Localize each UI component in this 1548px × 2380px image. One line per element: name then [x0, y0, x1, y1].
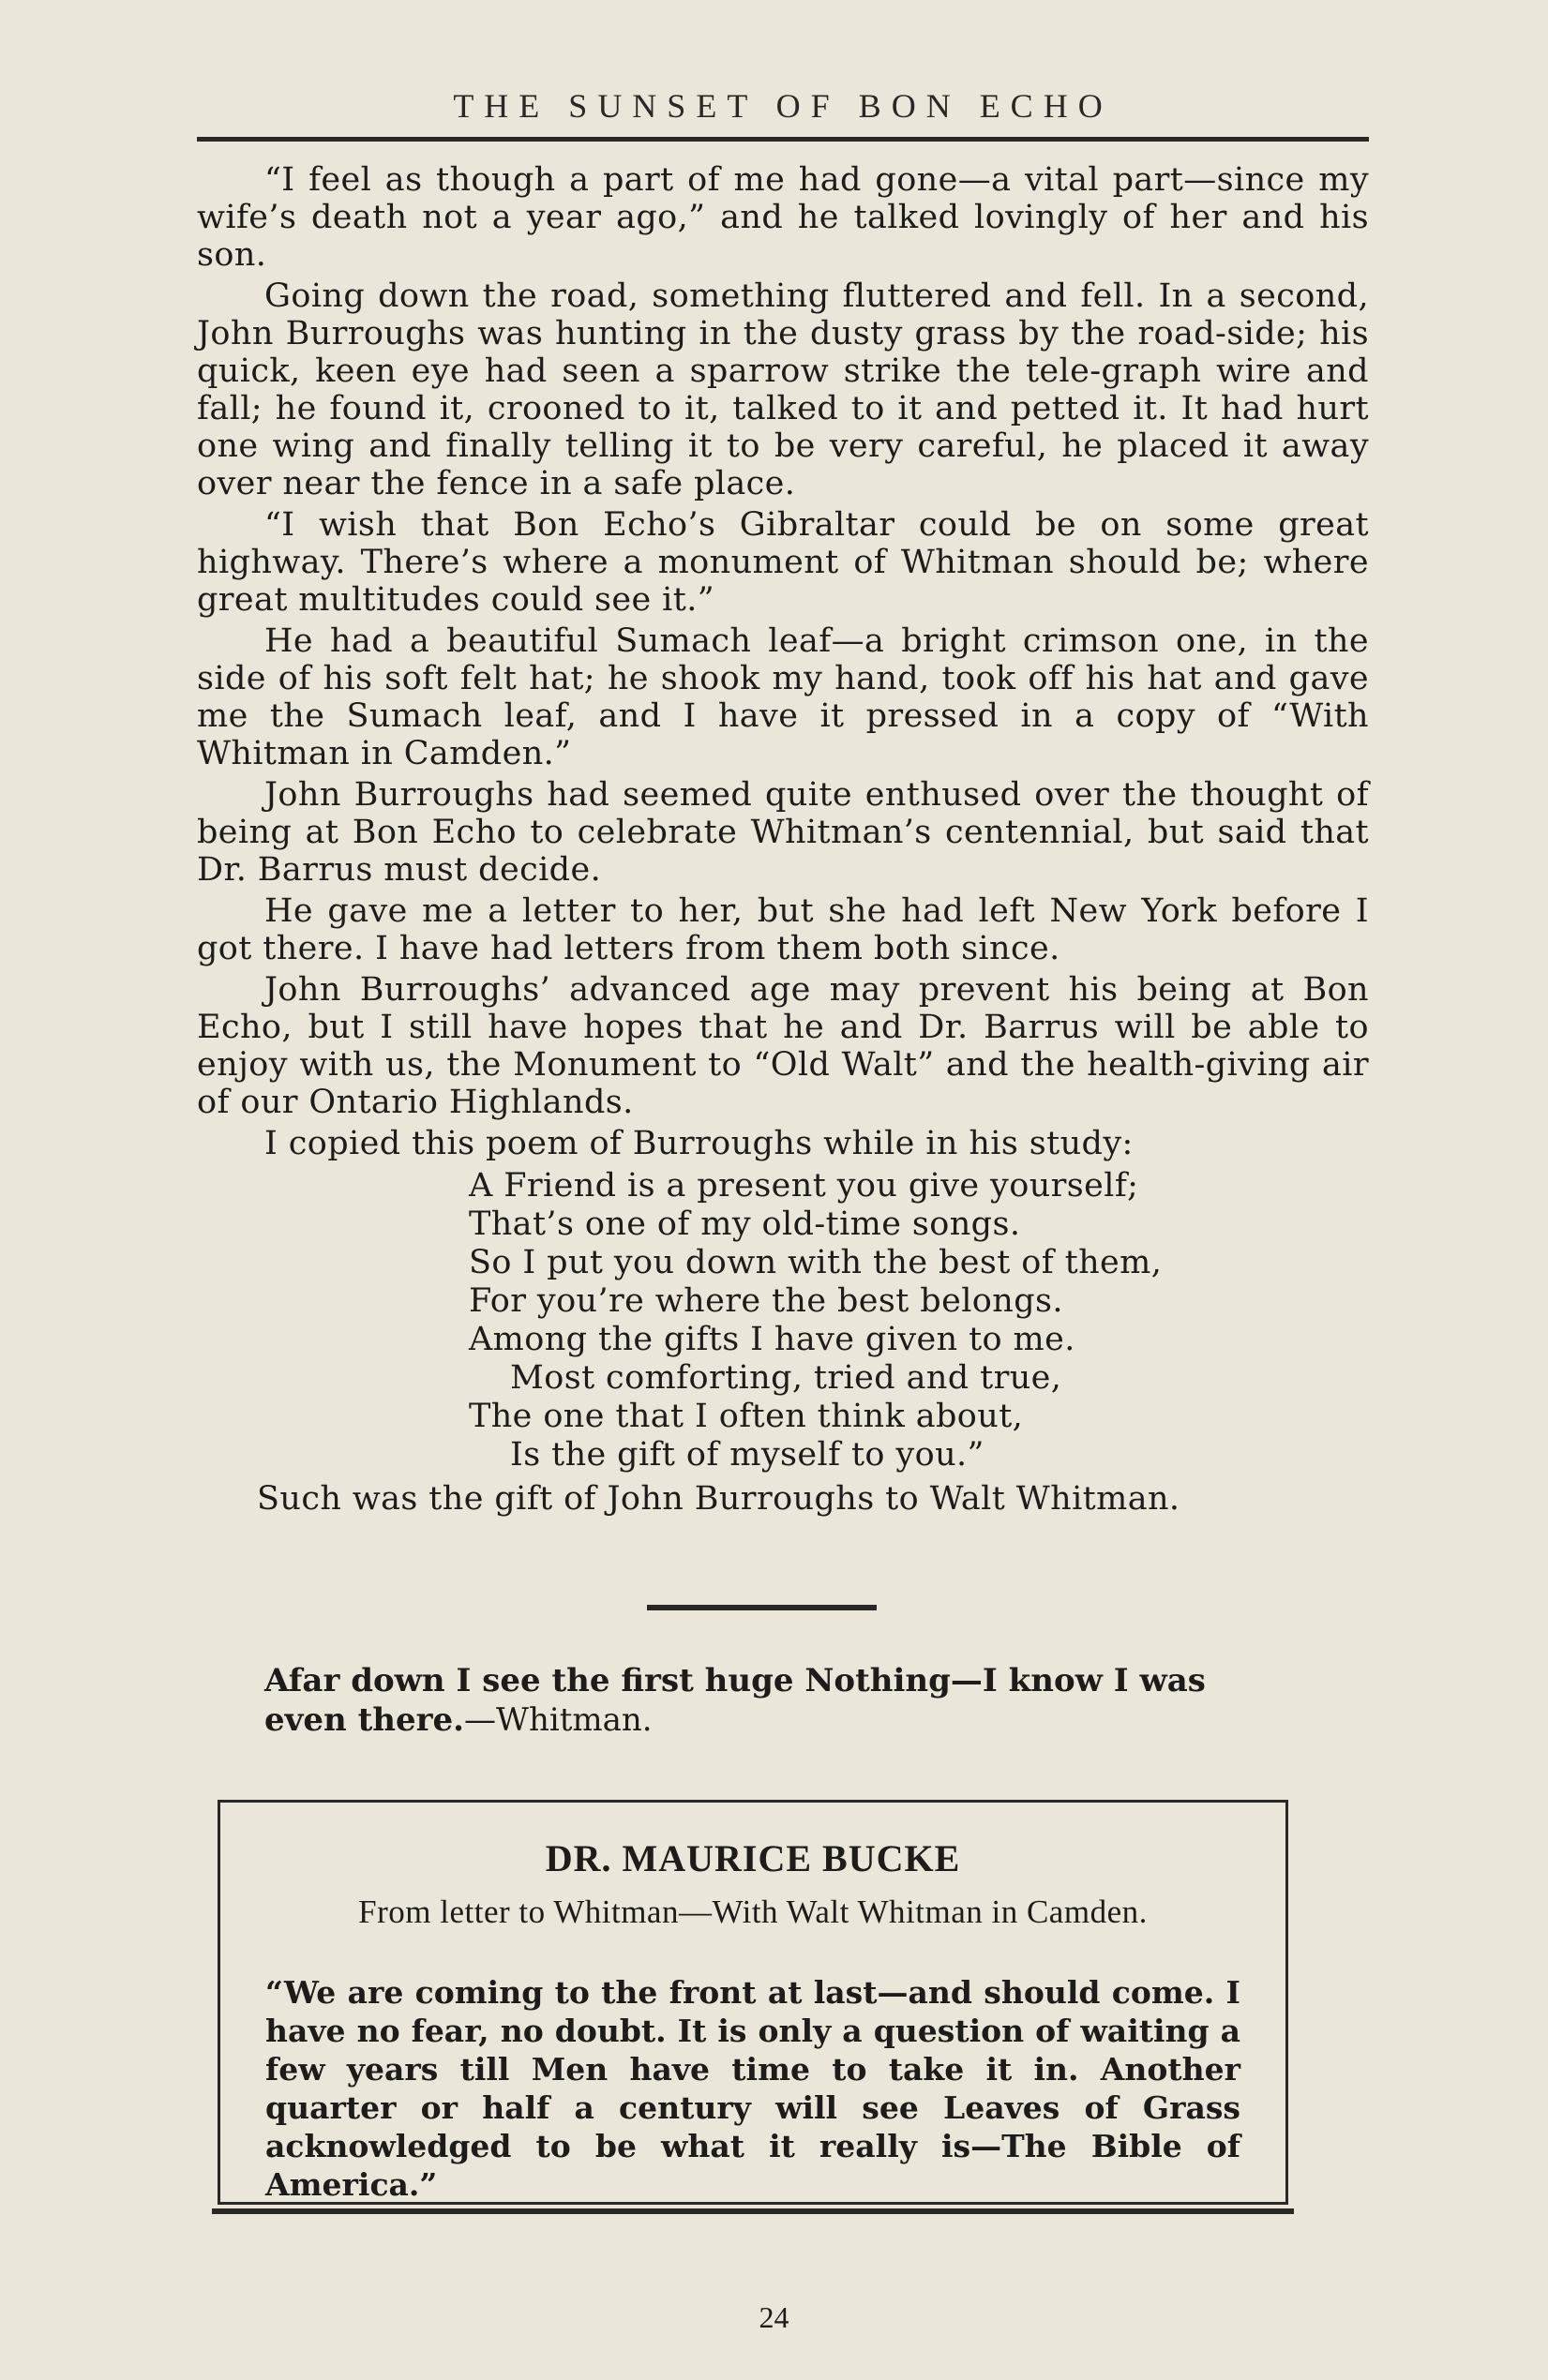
running-head: THE SUNSET OF BON ECHO: [453, 87, 1113, 125]
whitman-quote: [264, 1661, 1296, 1740]
poem-line: Among the gifts I have given to me.: [469, 1321, 1075, 1358]
whitman-quote-text: Afar down I see the first huge Nothing—I know I was even there.: [264, 1662, 1206, 1739]
paragraph: “I wish that Bon Echo’s Gibraltar could be on some great highway. There’s where a monument of Whitman should be; where great multitudes could see it.”: [197, 506, 1369, 619]
poem-line: So I put you down with the best of them,: [469, 1244, 1163, 1281]
poem-intro: I copied this poem of Burroughs while in his study:: [264, 1125, 1134, 1162]
poem-line: The one that I often think about,: [469, 1398, 1024, 1435]
paragraph: He had a beautiful Sumach leaf—a bright crimson one, in the side of his soft felt hat; he shook my hand, took off his hat and gave me the Sumach leaf, and I have it pressed in a copy of “With Whitman in Camden.”: [197, 622, 1369, 772]
box-subtitle: From letter to Whitman—With Walt Whitman in Camden.: [358, 1894, 1148, 1930]
header-rule: [197, 137, 1369, 142]
poem-line: For you’re where the best belongs.: [469, 1282, 1063, 1320]
paragraph: John Burroughs had seemed quite enthused over the thought of being at Bon Echo to celebrate Whitman’s centennial, but said that Dr. Barrus must decide.: [197, 776, 1369, 889]
paragraph: Going down the road, something fluttered and fell. In a second, John Burroughs was hunting in the dusty grass by the road-side; his quick, keen eye had seen a sparrow strike the tele-graph wire and fall; he found it, crooned to it, talked to it and petted it. It had hurt one wing and finally telling it to be very careful, he placed it away over near the fence in a safe place.: [197, 277, 1369, 502]
poem-line: That’s one of my old-time songs.: [469, 1205, 1021, 1243]
page-number: 24: [759, 2300, 789, 2334]
box-bottom-rule: [212, 2208, 1294, 2214]
poem: [469, 1167, 1369, 1474]
poem-line: Most comforting, tried and true,: [510, 1359, 1062, 1397]
closing-line: Such was the gift of John Burroughs to Walt Whitman.: [257, 1480, 1180, 1518]
section-divider: [647, 1605, 877, 1610]
poem-line: Is the gift of myself to you.”: [510, 1436, 984, 1474]
whitman-quote-attribution: —Whitman.: [464, 1701, 653, 1739]
paragraph: John Burroughs’ advanced age may prevent his being at Bon Echo, but I still have hopes that he and Dr. Barrus will be able to enjoy with us, the Monument to “Old Walt” and the health-giving air of our Ontario Highlands.: [197, 971, 1369, 1121]
paragraph: He gave me a letter to her, but she had left New York before I got there. I have had letters from them both since.: [197, 892, 1369, 967]
poem-line: A Friend is a present you give yourself;: [469, 1167, 1139, 1205]
bucke-quote-box: [218, 1800, 1288, 2205]
body-text: [197, 161, 1369, 1519]
box-title: DR. MAURICE BUCKE: [545, 1837, 961, 1879]
paragraph: “I feel as though a part of me had gone—a vital part—since my wife’s death not a year ago,” and he talked lovingly of her and his son.: [197, 161, 1369, 274]
box-quote: “We are coming to the front at last—and should come. I have no fear, no doubt. It is only a question of waiting a few years till Men have time to take it in. Another quarter or half a century will see Leaves of Grass acknowledged to be what it really is—The Bible of America.”: [265, 1974, 1240, 2203]
